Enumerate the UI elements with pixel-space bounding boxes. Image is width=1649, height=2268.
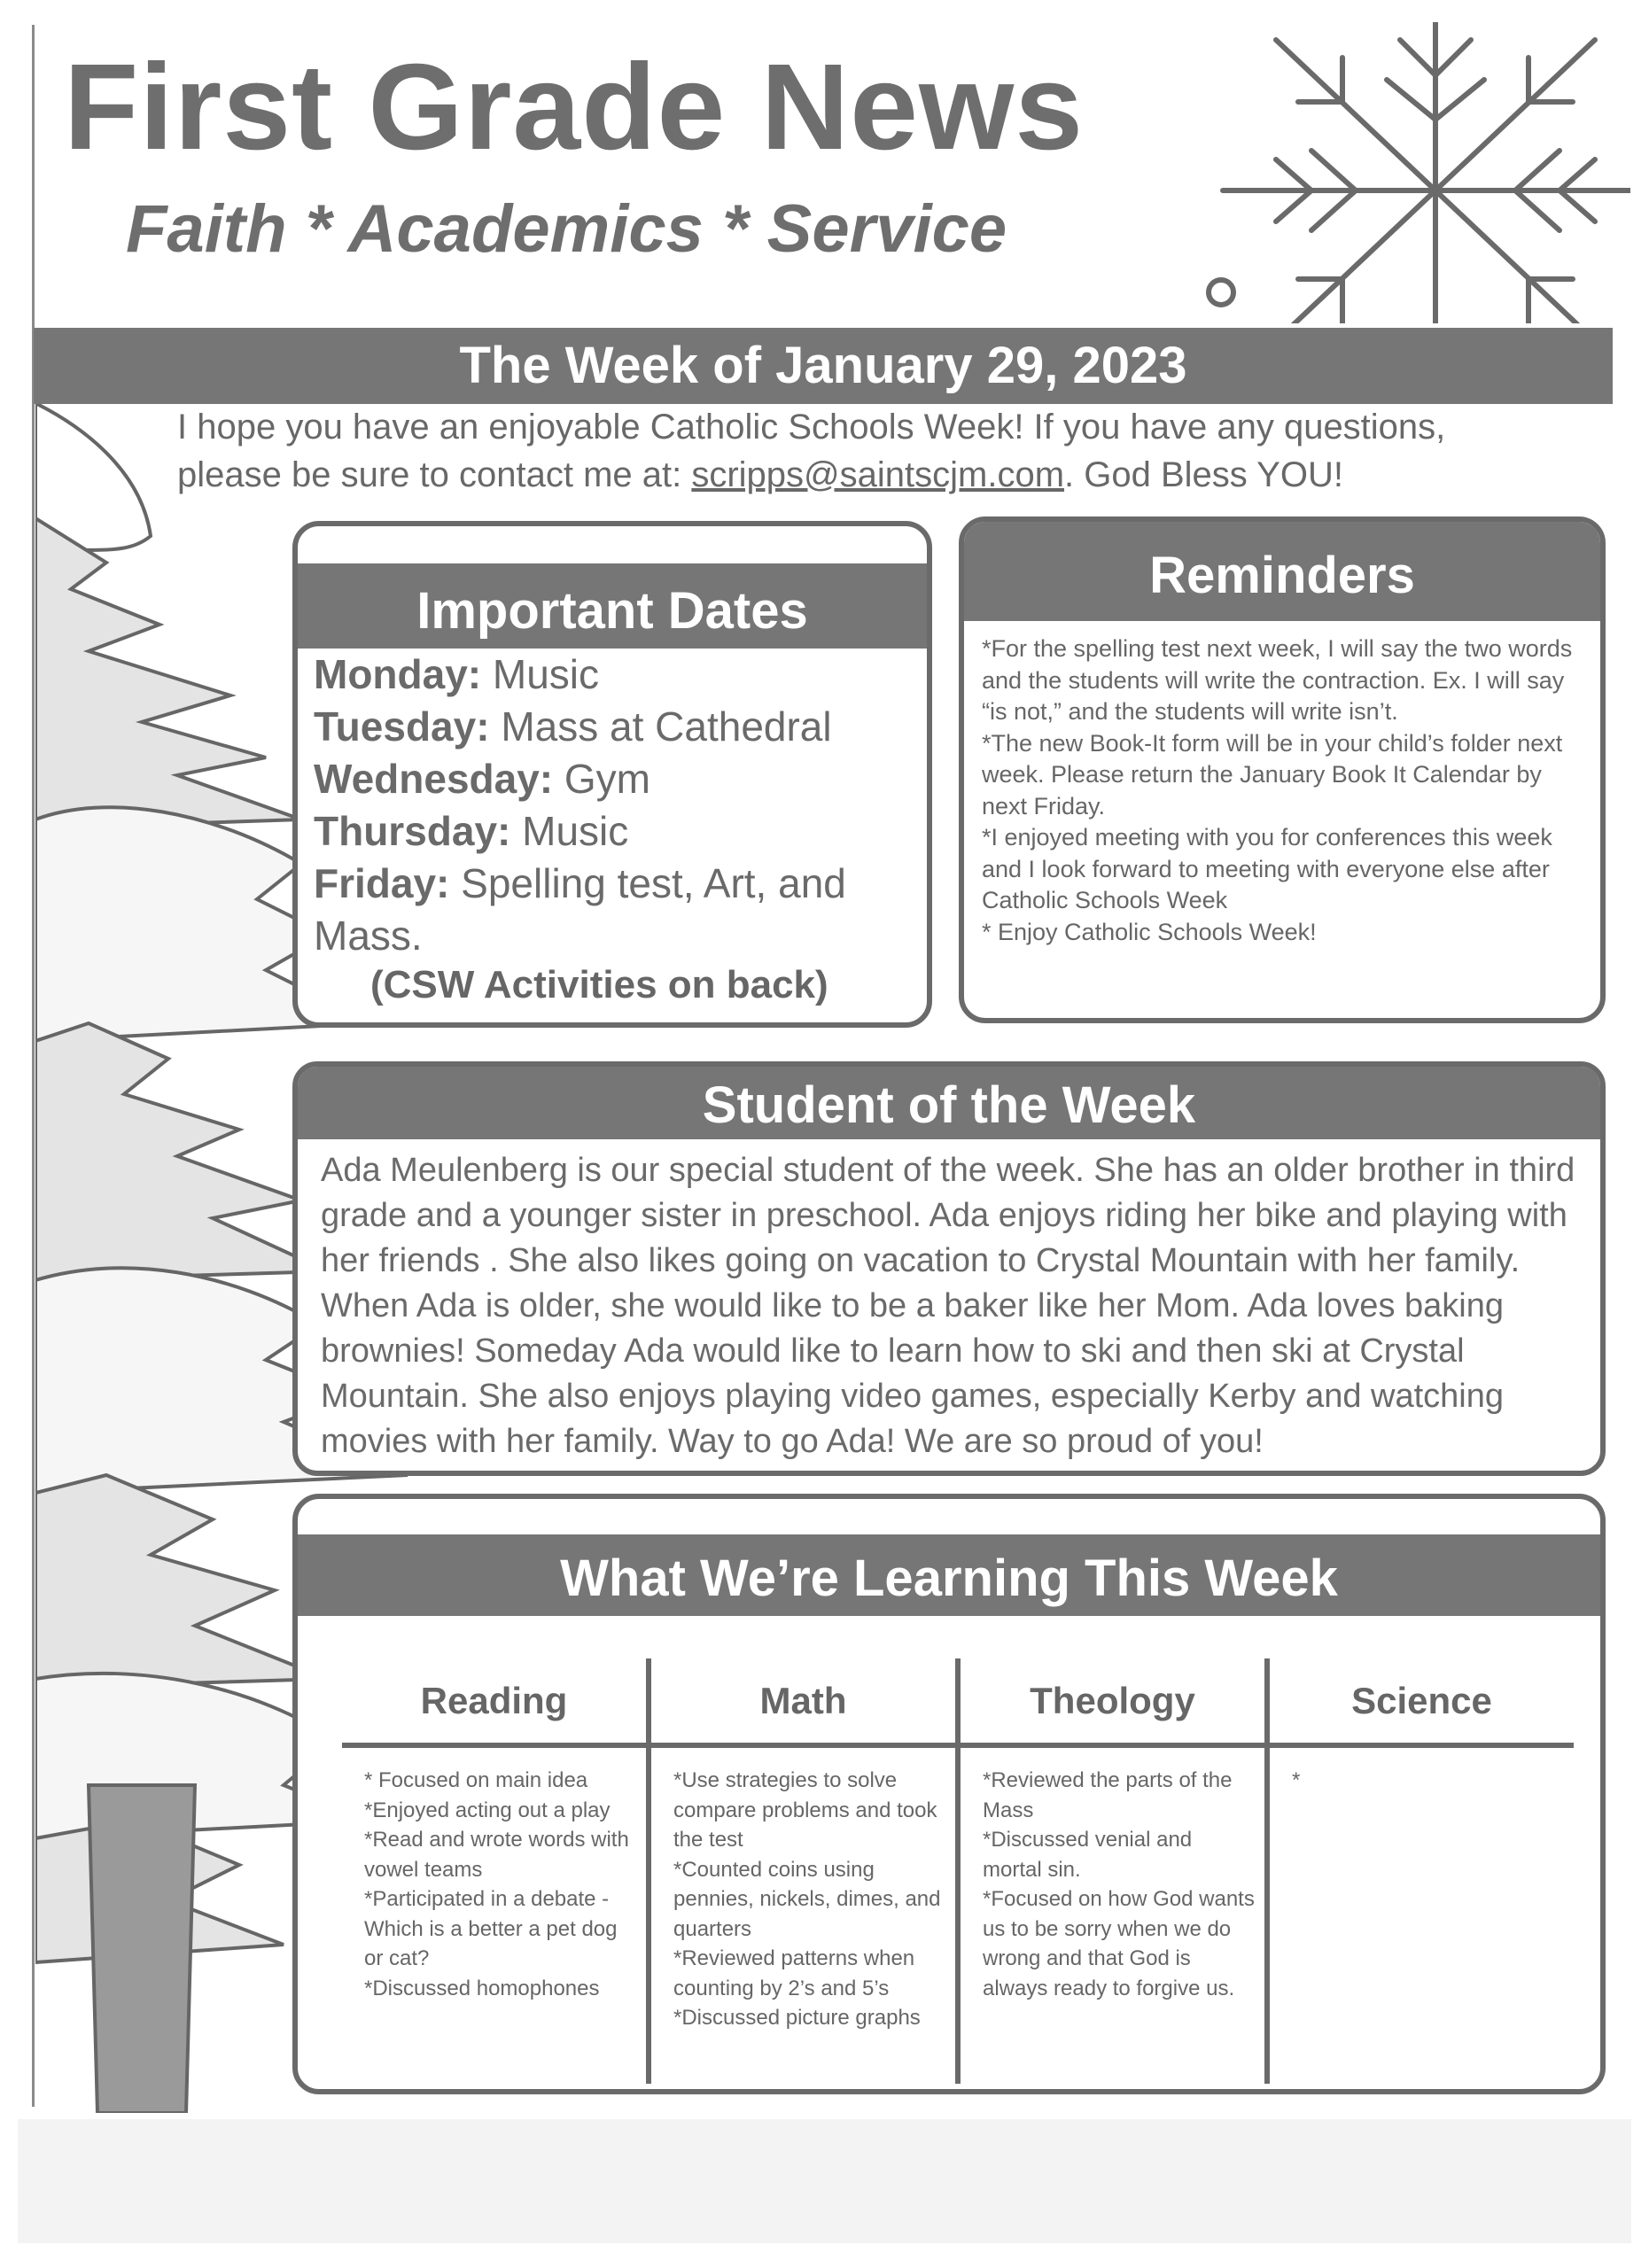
learning-item: *Enjoyed acting out a play [364, 1798, 611, 1822]
learning-item: * Focused on main idea [364, 1768, 588, 1792]
important-dates-panel [292, 521, 932, 1028]
theology-items [961, 1748, 1264, 2003]
date-item [314, 858, 927, 962]
math-items [651, 1748, 955, 2033]
intro-line-2-prefix: please be sure to contact me at: [177, 455, 692, 494]
important-dates-heading: Important Dates [298, 563, 927, 649]
reading-column [342, 1658, 646, 2075]
intro-line-2 [177, 451, 1613, 499]
date-event: Spelling test, Art, and Mass. [314, 860, 846, 959]
date-event: Gym [553, 756, 651, 802]
contact-email-link[interactable]: scripps@saintscjm.com [691, 455, 1065, 494]
learning-item: *Reviewed patterns when counting by 2’s and 5’s [673, 1946, 915, 2000]
important-dates-list [298, 649, 927, 962]
science-header: Science [1270, 1658, 1574, 1748]
date-item [314, 753, 927, 805]
reminder-item: *I enjoyed meeting with you for conferences this week and I look forward to meeting with everyone else after Catholic Schools Week [982, 824, 1552, 913]
reminders-heading: Reminders [964, 522, 1600, 621]
reminders-list [964, 621, 1600, 948]
csw-activities-note: (CSW Activities on back) [370, 963, 828, 1006]
reading-items [342, 1748, 646, 2003]
date-event: Mass at Cathedral [489, 703, 832, 750]
theology-column [961, 1658, 1264, 2075]
learning-item: * [1292, 1768, 1301, 1792]
student-of-week-panel [292, 1061, 1606, 1476]
reminder-item: *The new Book-It form will be in your child’s folder next week. Please return the January Book It Calendar by next Friday. [982, 729, 1563, 819]
date-day: Thursday: [314, 808, 511, 854]
date-item [314, 649, 927, 701]
student-of-week-text: Ada Meulenberg is our special student of the week. She has an older brother in third grade and a younger sister in preschool. Ada enjoys riding her bike and playing with her friends . She also likes going on vacation to Crystal Mountain with her family. When Ada is older, she would like to be a baker like her Mom. Ada loves baking brownies! Someday Ada would like to learn how to ski and then ski at Crystal Mountain. She also enjoys playing video games, especially Kerby and watching movies with her family. Way to go Ada! We are so proud of you! [321, 1152, 1575, 1460]
learning-item: *Focused on how God wants us to be sorry when we do wrong and that God is always ready to forgive us. [983, 1887, 1255, 2000]
theology-header: Theology [961, 1658, 1264, 1748]
date-event: Music [481, 651, 600, 697]
snowflake-illustration [1170, 22, 1630, 323]
learning-item: *Discussed picture graphs [673, 2006, 921, 2030]
intro-line-2-suffix: . God Bless YOU! [1064, 455, 1343, 494]
learning-item: *Reviewed the parts of the Mass [983, 1768, 1233, 1822]
science-column [1270, 1658, 1574, 2075]
date-item [314, 701, 927, 753]
date-day: Monday: [314, 651, 482, 697]
newsletter-title: First Grade News [64, 39, 1085, 175]
learning-item: *Participated in a debate -Which is a better a pet dog or cat? [364, 1887, 618, 1970]
learning-item: *Read and wrote words with vowel teams [364, 1828, 629, 1882]
newsletter-motto: Faith * Academics * Service [126, 191, 1007, 267]
reminder-item: *For the spelling test next week, I will say the two words and the students will write the contraction. Ex. I will say “is not,” and the students will write isn’t. [982, 635, 1573, 725]
intro-line-1: I hope you have an enjoyable Catholic Schools Week! If you have any questions, [177, 408, 1446, 447]
learning-item: *Use strategies to solve compare problems and took the test [673, 1768, 937, 1852]
scan-margin [18, 2119, 1631, 2243]
reading-header: Reading [342, 1658, 646, 1748]
learning-heading: What We’re Learning This Week [298, 1534, 1600, 1616]
date-item [314, 805, 927, 858]
learning-table [342, 1658, 1560, 2075]
learning-item: *Discussed venial and mortal sin. [983, 1828, 1193, 1882]
date-day: Wednesday: [314, 756, 554, 802]
reminder-item: * Enjoy Catholic Schools Week! [982, 918, 1317, 945]
student-of-week-heading: Student of the Week [298, 1067, 1600, 1139]
reminders-panel [959, 517, 1606, 1023]
intro-message [177, 403, 1613, 499]
learning-item: *Discussed homophones [364, 1976, 600, 2000]
math-header: Math [651, 1658, 955, 1748]
learning-item: *Counted coins using pennies, nickels, dimes, and quarters [673, 1857, 941, 1941]
week-banner: The Week of January 29, 2023 [34, 328, 1613, 404]
science-items [1270, 1748, 1574, 1796]
date-event: Music [510, 808, 629, 854]
date-day: Tuesday: [314, 703, 490, 750]
math-column [651, 1658, 955, 2075]
date-day: Friday: [314, 860, 450, 906]
learning-panel [292, 1494, 1606, 2094]
